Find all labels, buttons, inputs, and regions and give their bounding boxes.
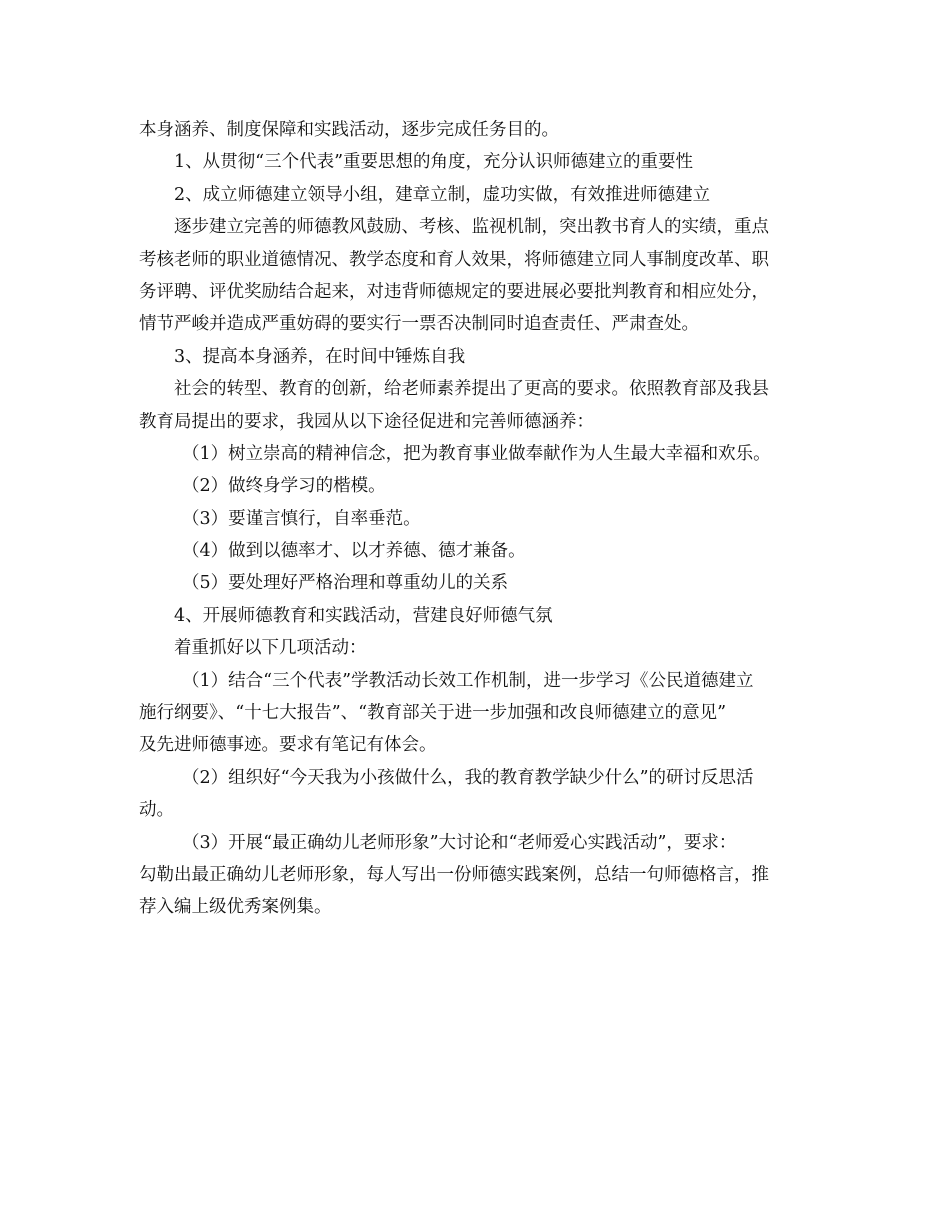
text-line: （2）做终身学习的楷模。 — [182, 476, 386, 497]
text-line: 考核老师的职业道德情况、教学态度和育人效果，将师德建立同人事制度改革、职 — [139, 249, 769, 270]
text-line: （4）做到以德率才、以才养德、德才兼备。 — [182, 541, 526, 562]
text-line: 及先进师德事迹。要求有笔记有体会。 — [139, 735, 437, 756]
text-line: （1）树立崇高的精神信念，把为教育事业做奉献作为人生最大幸福和欢乐。 — [182, 443, 771, 464]
text-line: （5）要处理好严格治理和尊重幼儿的关系 — [182, 573, 509, 594]
document-body — [139, 114, 817, 924]
text-line: 逐步建立完善的师德教风鼓励、考核、监视机制，突出教书育人的实绩，重点 — [174, 217, 769, 238]
text-line: 着重抓好以下几项活动： — [174, 638, 367, 659]
text-line: 荐入编上级优秀案例集。 — [139, 897, 332, 918]
text-line: 动。 — [139, 800, 174, 821]
text-line: 3、提高本身涵养，在时间中锤炼自我 — [174, 346, 466, 367]
text-line: （1）结合“三个代表”学教活动长效工作机制，进一步学习《公民道德建立 — [182, 670, 754, 691]
text-line: 教育局提出的要求，我园从以下途径促进和完善师德涵养： — [139, 411, 594, 432]
text-line: 施行纲要》、“十七大报告”、“教育部关于进一步加强和改良师德建立的意见” — [139, 703, 727, 724]
text-line: （2）组织好“今天我为小孩做什么，我的教育教学缺少什么”的研讨反思活 — [182, 767, 754, 788]
text-line: 本身涵养、制度保障和实践活动，逐步完成任务目的。 — [139, 120, 559, 140]
text-line: （3）开展“最正确幼儿老师形象”大讨论和“老师爱心实践活动”，要求： — [182, 832, 737, 853]
text-line: （3）要谨言慎行，自率垂范。 — [182, 508, 421, 529]
text-line: 4、开展师德教育和实践活动，营建良好师德气氛 — [174, 605, 553, 626]
text-line: 1、从贯彻“三个代表”重要思想的角度，充分认识师德建立的重要性 — [174, 152, 694, 173]
text-line: 勾勒出最正确幼儿老师形象，每人写出一份师德实践案例，总结一句师德格言，推 — [139, 864, 769, 885]
text-line: 社会的转型、教育的创新，给老师素养提出了更高的要求。依照教育部及我县 — [174, 379, 769, 400]
text-line: 务评聘、评优奖励结合起来，对违背师德规定的要进展必要批判教育和相应处分， — [139, 281, 769, 302]
text-line: 2、成立师德建立领导小组，建章立制，虚功实做，有效推进师德建立 — [174, 184, 711, 205]
text-line: 情节严峻并造成严重妨碍的要实行一票否决制同时追查责任、严肃查处。 — [139, 314, 699, 335]
